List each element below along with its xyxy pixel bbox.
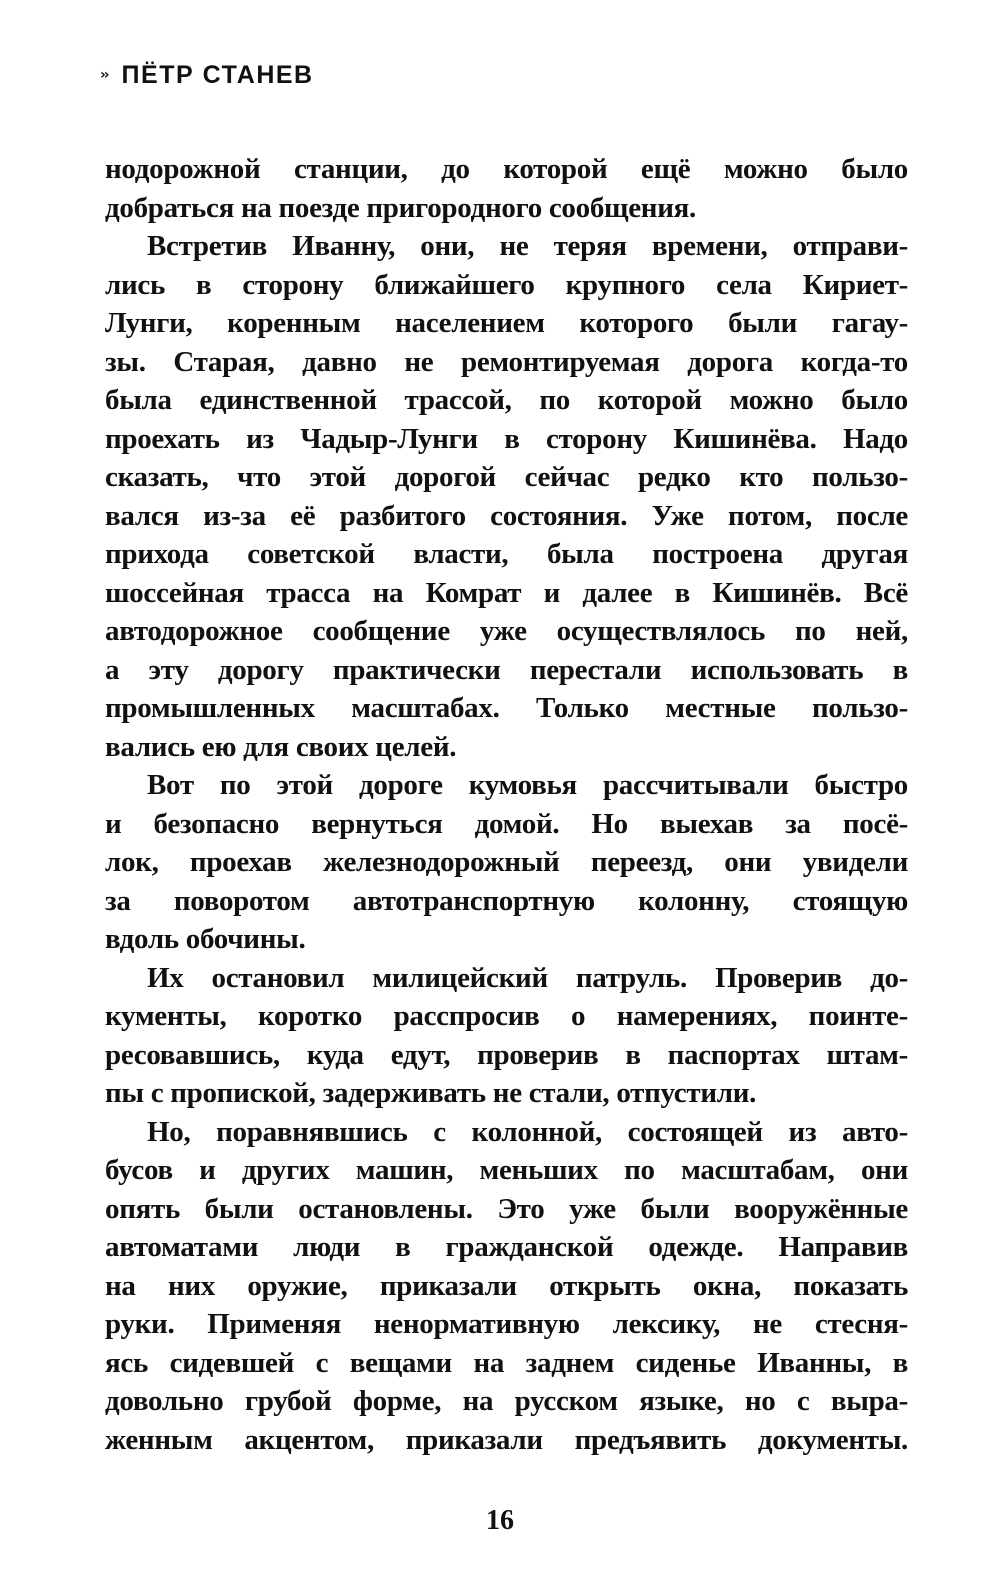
running-header: [100, 58, 314, 92]
text-line: нодорожной станции, до которой ещё можно было: [105, 153, 908, 185]
text-line: Встретив Иванну, они, не теряя времени, отправи-: [147, 230, 908, 262]
text-line: пы с пропиской, задерживать не стали, отпустили.: [105, 1077, 757, 1109]
text-line: автоматами люди в гражданской одежде. Направив: [105, 1231, 908, 1263]
text-line: руки. Применяя ненормативную лексику, не стесня-: [105, 1308, 908, 1340]
text-line: вдоль обочины.: [105, 923, 306, 955]
page-body-text: [105, 150, 908, 1459]
text-line: на них оружие, приказали открыть окна, показать: [105, 1269, 908, 1302]
text-line: ясь сидевшей с вещами на заднем сиденье Иванны, в: [105, 1346, 908, 1379]
text-line: проехать из Чадыр-Лунги в сторону Кишинёва. Надо: [105, 422, 908, 455]
page-number: 16: [486, 1505, 514, 1536]
text-line: зы. Старая, давно не ремонтируемая дорога когда-то: [105, 345, 908, 378]
text-line: шоссейная трасса на Комрат и далее в Кишинёв. Всё: [105, 576, 908, 609]
text-line: добраться на поезде пригородного сообщения.: [105, 191, 696, 224]
text-line: Но, поравнявшись с колонной, состоящей из авто-: [147, 1115, 908, 1148]
text-line: женным акцентом, приказали предъявить документы.: [105, 1423, 908, 1456]
text-line: промышленных масштабах. Только местные пользо-: [105, 692, 908, 724]
text-line: а эту дорогу практически перестали использовать в: [105, 653, 908, 686]
text-line: ресовавшись, куда едут, проверив в паспортах штам-: [105, 1038, 908, 1071]
text-line: довольно грубой форме, на русском языке, но с выра-: [105, 1385, 908, 1417]
text-line: Их остановил милицейский патруль. Проверив до-: [147, 961, 908, 994]
text-line: лок, проехав железнодорожный переезд, они увидели: [105, 846, 908, 878]
text-line: лись в сторону ближайшего крупного села Кириет-: [105, 268, 908, 301]
header-marker-icon: ››: [100, 67, 108, 83]
text-line: бусов и других машин, меньших по масштабам, они: [105, 1154, 908, 1186]
text-line: вались ею для своих целей.: [105, 730, 457, 763]
running-title: ПЁТР СТАНЕВ: [121, 60, 314, 89]
text-line: была единственной трассой, по которой можно было: [105, 384, 908, 416]
text-line: опять были остановлены. Это уже были вооружённые: [105, 1192, 908, 1225]
text-line: вался из-за её разбитого состояния. Уже потом, после: [105, 499, 908, 532]
text-line: кументы, коротко расспросив о намерениях, поинте-: [105, 1000, 908, 1032]
text-line: сказать, что этой дорогой сейчас редко кто пользо-: [105, 461, 908, 493]
text-line: за поворотом автотранспортную колонну, стоящую: [105, 884, 908, 917]
text-line: автодорожное сообщение уже осуществлялось по ней,: [105, 615, 908, 647]
text-line: Лунги, коренным населением которого были гагау-: [105, 307, 908, 339]
text-line: прихода советской власти, была построена другая: [105, 538, 908, 570]
text-line: Вот по этой дороге кумовья рассчитывали быстро: [147, 769, 908, 801]
text-line: и безопасно вернуться домой. Но выехав за посё-: [105, 807, 908, 840]
